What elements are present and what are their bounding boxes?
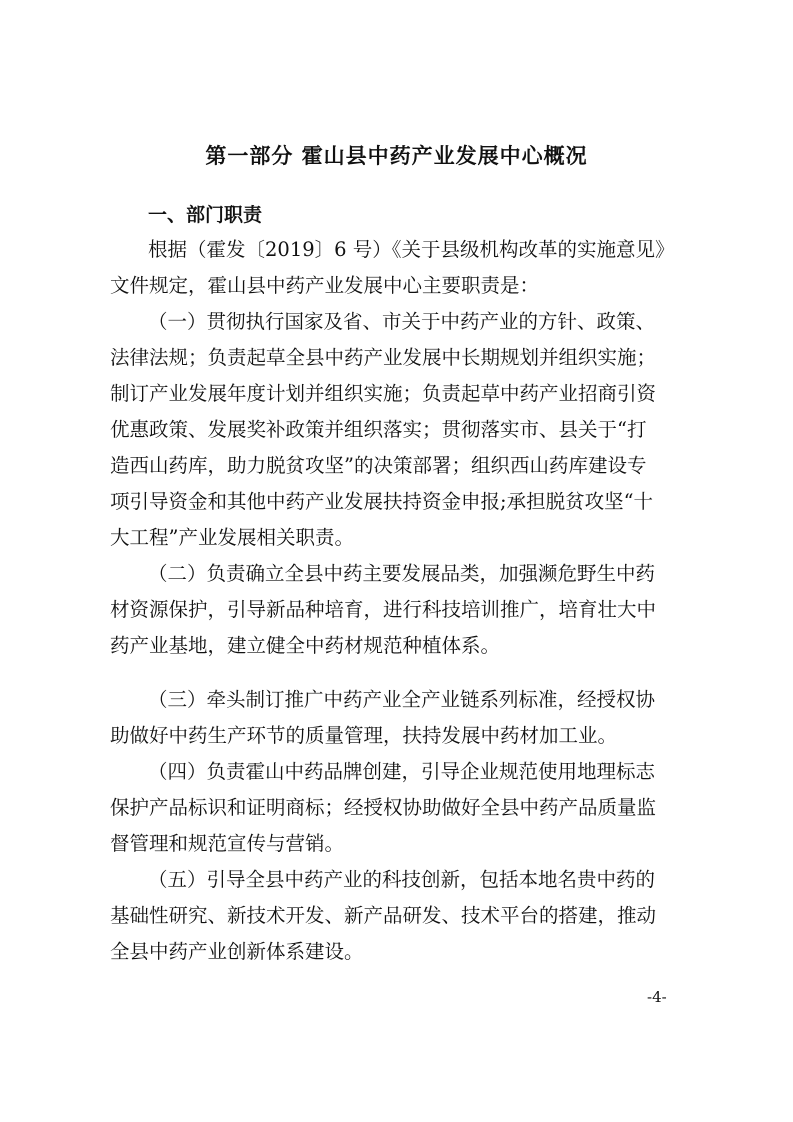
paragraph-line: （一）贯彻执行国家及省、市关于中药产业的方针、政策、 (148, 310, 656, 333)
paragraph-line: 法律法规；负责起草全县中药产业发展中长期规划并组织实施； (110, 346, 657, 369)
paragraph-line: （五）引导全县中药产业的科技创新，包括本地名贵中药的 (148, 868, 656, 891)
paragraph-line: 药产业基地，建立健全中药材规范种植体系。 (110, 634, 501, 657)
paragraph-line: 制订产业发展年度计划并组织实施；负责起草中药产业招商引资 (110, 382, 657, 405)
paragraph-line: 基础性研究、新技术开发、新产品研发、技术平台的搭建，推动 (110, 904, 657, 927)
paragraph-line: （三）牵头制订推广中药产业全产业链系列标准，经授权协 (148, 688, 656, 711)
page-number: -4- (647, 988, 667, 1006)
paragraph-line: 造西山药库，助力脱贫攻坚”的决策部署；组织西山药库建设专 (110, 454, 647, 477)
paragraph-line: （四）负责霍山中药品牌创建，引导企业规范使用地理标志 (148, 760, 656, 783)
paragraph-line: 大工程”产业发展相关职责。 (110, 526, 354, 549)
paragraph-line: 文件规定，霍山县中药产业发展中心主要职责是： (110, 274, 540, 297)
paragraph-line: 助做好中药生产环节的质量管理，扶持发展中药材加工业。 (110, 724, 618, 747)
paragraph-line: 项引导资金和其他中药产业发展扶持资金申报;承担脱贫攻坚“十 (110, 490, 654, 513)
paragraph-line: 优惠政策、发展奖补政策并组织落实；贯彻落实市、县关于“打 (110, 418, 647, 441)
paragraph-line: 全县中药产业创新体系建设。 (110, 940, 364, 963)
paragraph-line: 督管理和规范宣传与营销。 (110, 832, 345, 855)
page-title: 第一部分 霍山县中药产业发展中心概况 (205, 144, 588, 168)
paragraph-line: 保护产品标识和证明商标；经授权协助做好全县中药产品质量监 (110, 796, 657, 819)
paragraph-line: （二）负责确立全县中药主要发展品类，加强濒危野生中药 (148, 562, 656, 585)
paragraph-line: 根据（霍发〔2019〕6 号）《关于县级机构改革的实施意见》 (148, 238, 675, 261)
section-heading: 一、部门职责 (148, 204, 263, 226)
paragraph-line: 材资源保护，引导新品种培育，进行科技培训推广，培育壮大中 (110, 598, 657, 621)
